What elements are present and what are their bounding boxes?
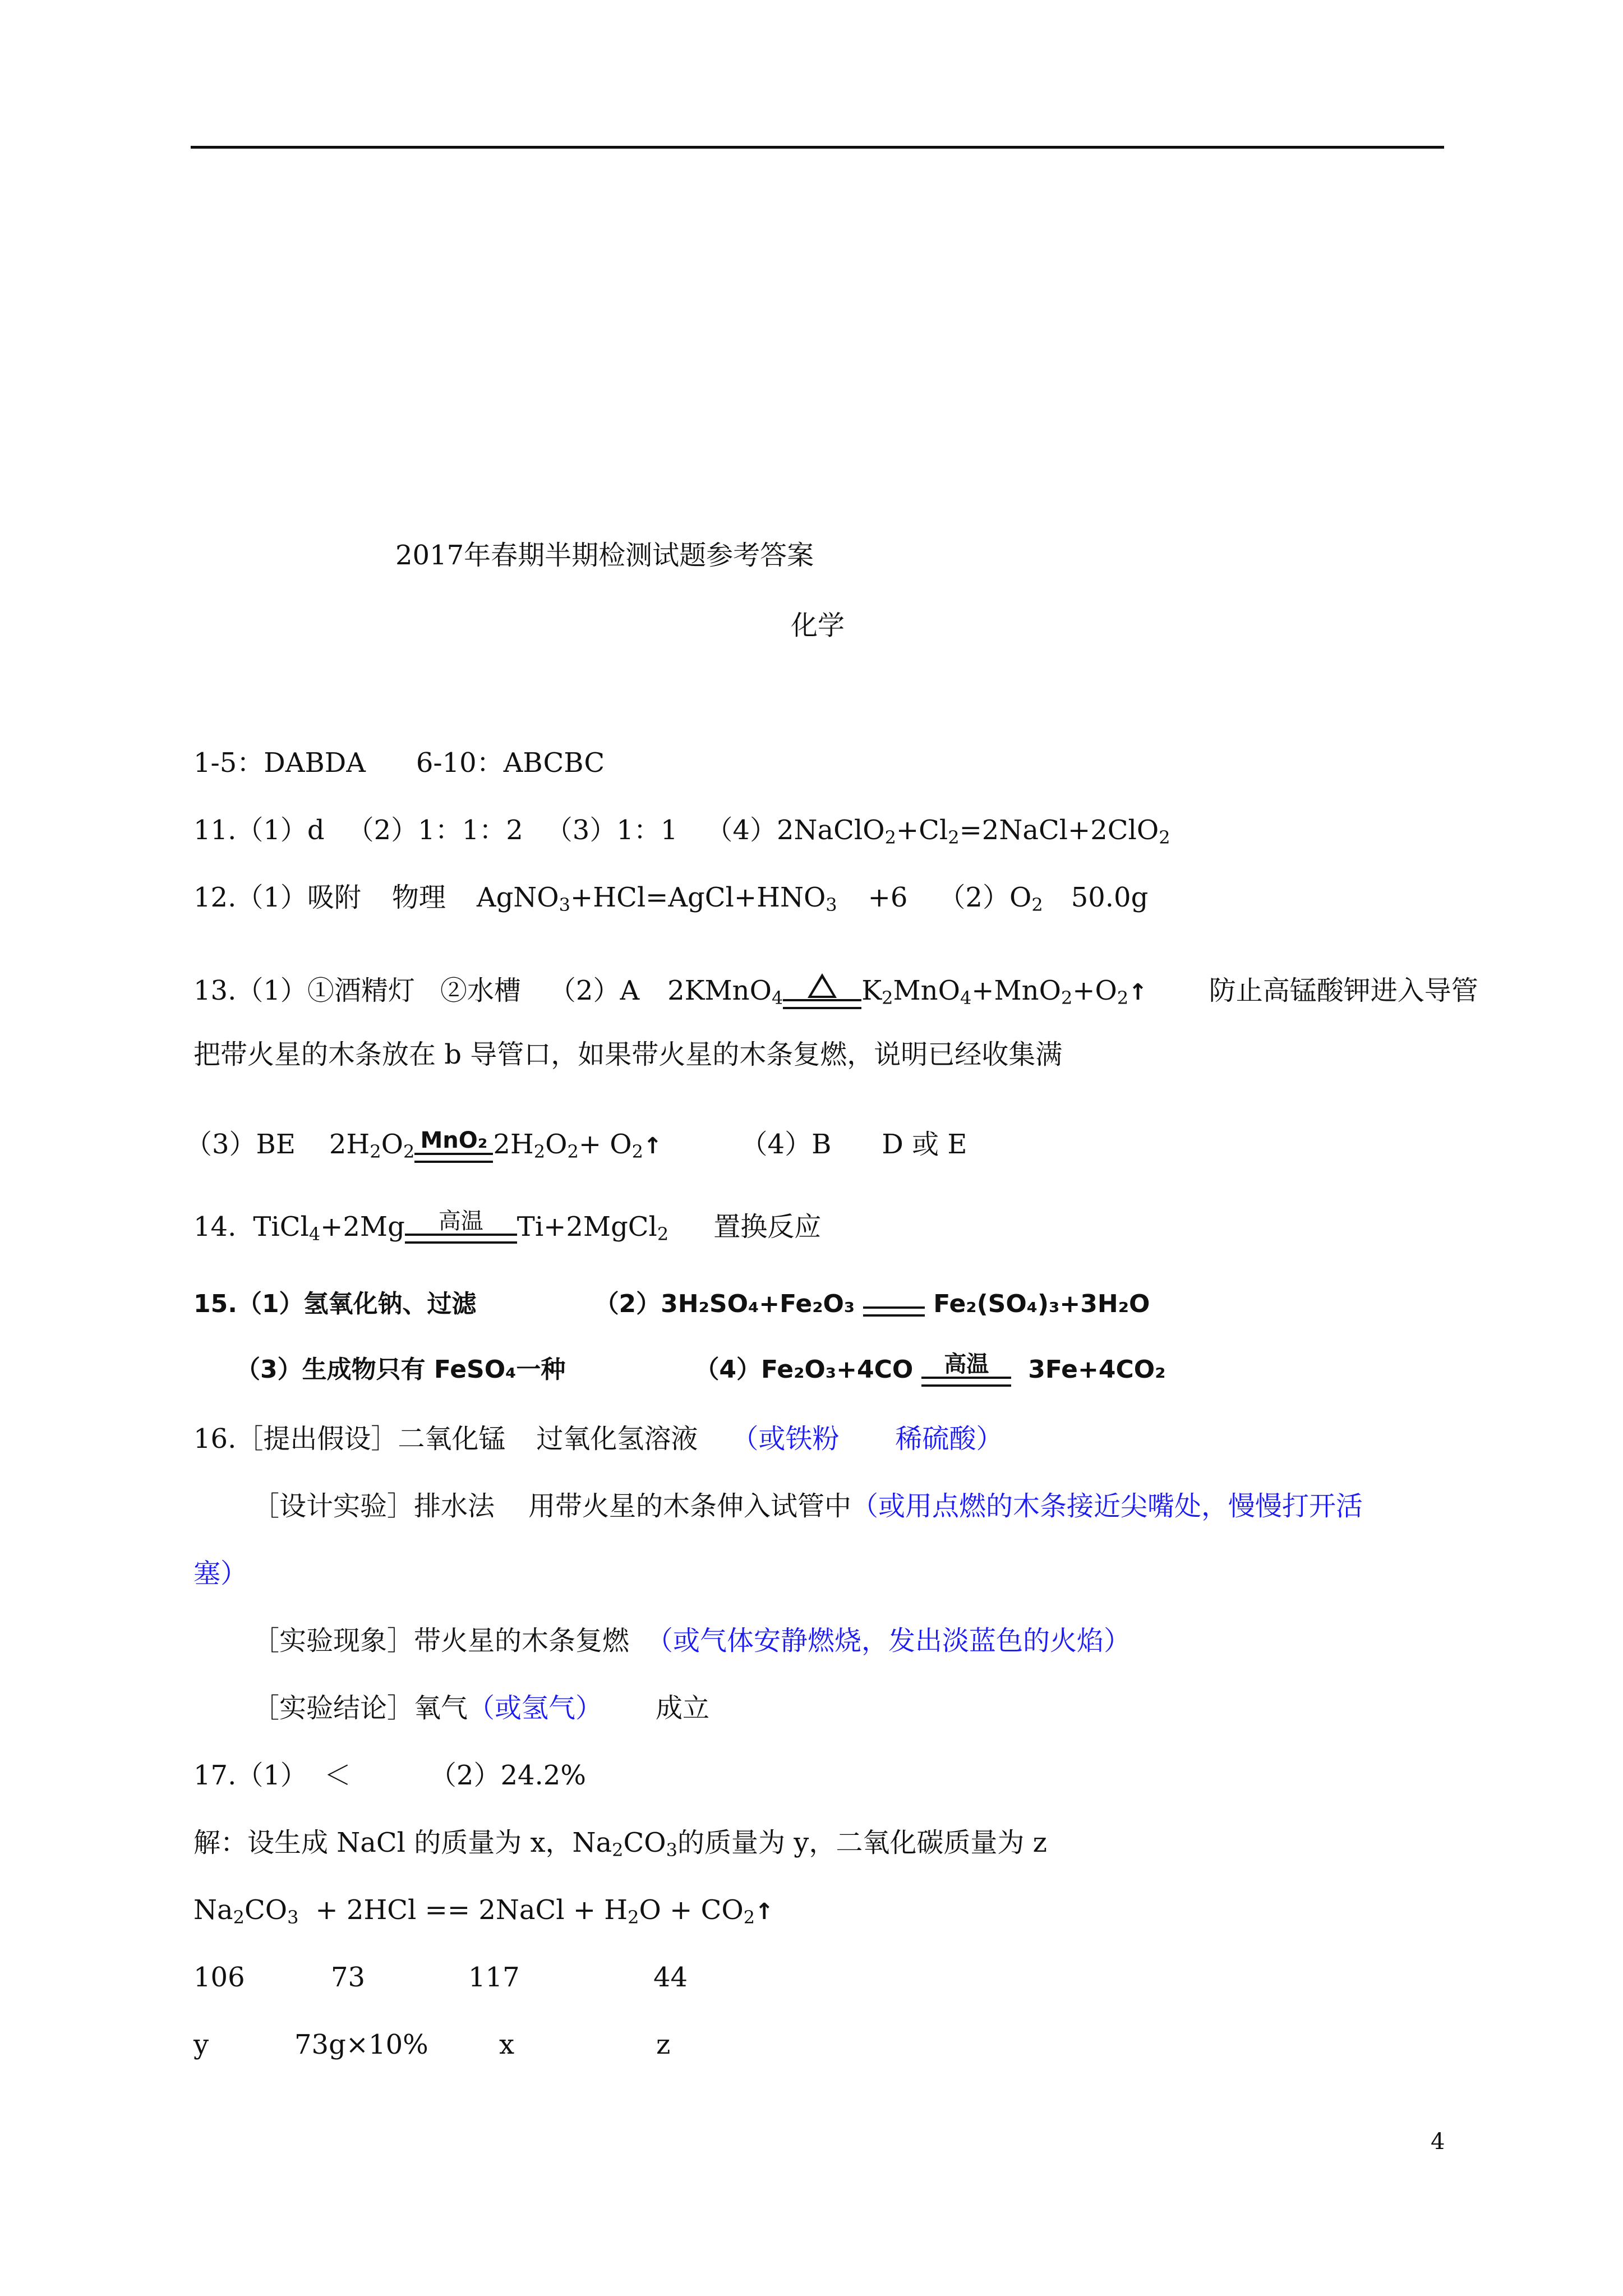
q13-p2: （2）A: [548, 975, 640, 1006]
q16-phenomenon: ［实验现象］带火星的木条复燃: [252, 1625, 630, 1657]
mc-1-5: 1-5：DABDA: [193, 747, 366, 779]
q15-p3: （3）生成物只有 FeSO₄一种: [236, 1355, 566, 1384]
high-temp-condition: 高温: [405, 1209, 517, 1244]
q11-p1: （1）d: [236, 815, 325, 846]
q11-p3: （3）1：1: [545, 815, 678, 846]
mass-nacl: 117: [468, 1962, 520, 1993]
q16-alt-conclusion: （或氢气）: [468, 1692, 603, 1724]
q12-p1: （1）吸附: [236, 882, 361, 913]
gas-up-arrow-icon: ↑: [1128, 979, 1147, 1005]
q16-method: 用带火星的木条伸入试管中: [528, 1490, 852, 1522]
q17-p2: （2）24.2%: [429, 1760, 586, 1791]
answer-17-line1: [193, 1759, 586, 1792]
page-number: 4: [1431, 2129, 1445, 2155]
q16-hypothesis: 16.［提出假设］二氧化锰: [193, 1423, 506, 1455]
q12-p2: 物理: [391, 882, 446, 913]
q16-result: 成立: [656, 1692, 710, 1724]
mc-6-10: 6-10：ABCBC: [416, 747, 605, 779]
q15-p1: 15.（1）氢氧化钠、过滤: [193, 1290, 477, 1318]
hcl-mass: 73g×10%: [294, 2029, 428, 2060]
q11-p2: （2）1：1：2: [347, 815, 523, 846]
q15-p2-left: （2）3H₂SO₄+Fe₂O₃: [594, 1290, 855, 1318]
q16-alt-iron: （或铁粉: [731, 1423, 840, 1455]
q12-equation: $AgNO_3+HCl=AgCl+HNO_3$: [476, 882, 837, 915]
q12-p3: $(2)O_2$: [938, 882, 1043, 915]
doc-title: 2017年春期半期检测试题参考答案: [395, 540, 814, 571]
q14-equation: TiCl$_4$+2Mg 高温 Ti+2MgCl$_2$: [253, 1208, 669, 1245]
answer-13-line1: [193, 973, 1478, 1009]
q15-p4-left: （4）Fe₂O₃+4CO: [694, 1355, 914, 1384]
answer-13-line2: 把带火星的木条放在 b 导管口，如果带火星的木条复燃，说明已经收集满: [193, 1039, 1063, 1070]
answer-12: [193, 881, 1148, 914]
mass-na2co3: 106: [193, 1962, 245, 1993]
q17-less-than: ＜: [324, 1760, 351, 1791]
answer-16-line1: [193, 1422, 1003, 1456]
answer-16-line2: [252, 1489, 1363, 1523]
answer-11: [193, 813, 1170, 847]
q13-h2o2-equation: $2H_2O_2$ MnO₂ $2H_2O_2+$ $O_2↑$: [329, 1128, 662, 1162]
q15-p2-right: Fe₂(SO₄)₃+3H₂O: [933, 1290, 1150, 1318]
q16-solution: 过氧化氢溶液: [536, 1423, 698, 1455]
q13-p4-device: D 或 E: [882, 1129, 967, 1160]
answer-15-line1: [193, 1287, 1150, 1321]
q11-p4: $(4)2NaClO_2+Cl_2=2NaCl+2ClO_2$: [706, 815, 1170, 848]
q13-equation: 2KMnO$_4$ $K_2MnO_4+MnO_2+O_2↑$: [667, 975, 1147, 1006]
q13-p1b: ②水槽: [440, 975, 521, 1006]
q17-p1: 17.（1）: [193, 1760, 307, 1791]
q11-num: 11.: [193, 815, 237, 846]
equals-sign: [863, 1306, 925, 1317]
q16-alt-phenomenon: （或气体安静燃烧，发出淡蓝色的火焰）: [646, 1625, 1131, 1657]
q16-alt-method: （或用点燃的木条接近尖嘴处，慢慢打开活: [851, 1490, 1363, 1522]
q14-reaction-type: 置换反应: [713, 1211, 822, 1243]
answer-17-equation: $Na_2CO_3 + 2HCl$ == 2NaCl + $H_2O$ + $CO_2↑$: [193, 1894, 774, 1928]
q12-valence: +6: [868, 882, 908, 913]
gas-up-arrow-icon: ↑: [755, 1899, 774, 1925]
q16-design: ［设计实验］排水法: [252, 1490, 495, 1522]
mass-hcl: 73: [331, 1962, 366, 1993]
unknown-x: x: [499, 2029, 515, 2060]
q14-num: 14.: [193, 1211, 237, 1243]
q13-p1: 13.（1）①酒精灯: [193, 975, 415, 1006]
high-temp-condition: 高温: [921, 1352, 1011, 1387]
q13-p3: （3）BE: [185, 1129, 296, 1160]
mass-co2: 44: [653, 1962, 688, 1993]
q15-p4-right: 3Fe+4CO₂: [1028, 1355, 1166, 1384]
q16-conclusion: ［实验结论］氧气: [252, 1692, 468, 1724]
answer-16-line4: [252, 1624, 1131, 1658]
answer-1-10: [193, 746, 605, 780]
answer-15-line2: [236, 1352, 1165, 1387]
q13-p4: （4）B: [740, 1129, 832, 1160]
unknown-y: y: [193, 2029, 209, 2060]
answer-14: [193, 1209, 821, 1244]
answer-16-line3: 塞）: [193, 1558, 248, 1589]
q12-mass: 50.0g: [1071, 882, 1149, 913]
q12-num: 12.: [193, 882, 237, 913]
gas-up-arrow-icon: ↑: [643, 1133, 662, 1159]
heat-condition-icon: [783, 973, 861, 1009]
answer-16-line5: [252, 1691, 709, 1725]
answer-13-line3: [185, 1128, 967, 1163]
unknown-z: z: [656, 2029, 671, 2060]
answer-17-line2: 解：设生成 NaCl 的质量为 x，$Na_2CO_3$的质量为 y，二氧化碳质量为 z: [193, 1827, 1047, 1861]
catalyst-condition: MnO₂: [414, 1128, 493, 1163]
header-rule: [191, 146, 1444, 149]
q16-alt-acid: 稀硫酸）: [895, 1423, 1003, 1455]
q13-reason: 防止高锰酸钾进入导管: [1209, 975, 1478, 1006]
doc-subject: 化学: [791, 610, 845, 641]
